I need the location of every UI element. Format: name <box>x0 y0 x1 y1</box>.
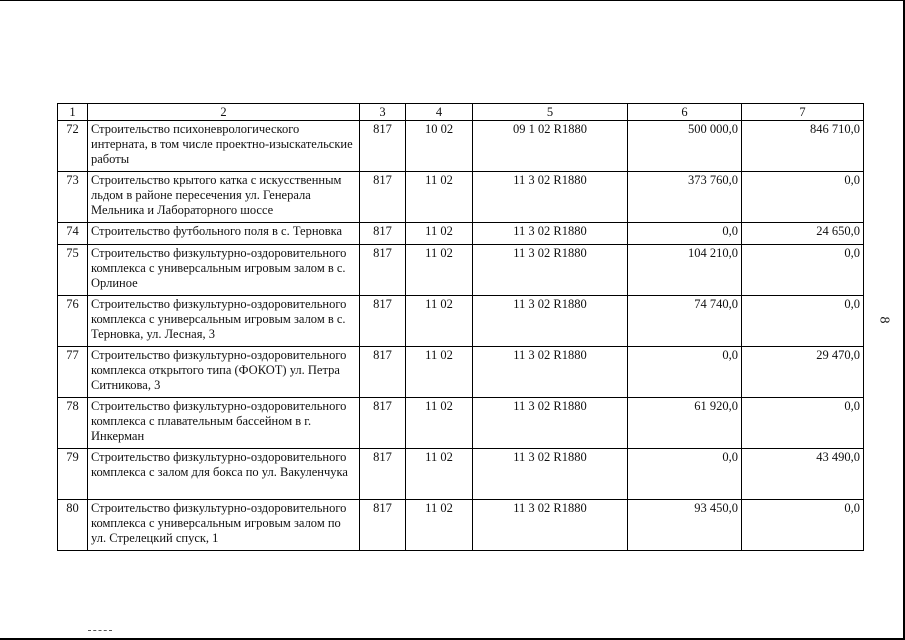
row-number: 80 <box>58 500 88 551</box>
header-col-4: 4 <box>406 104 473 121</box>
object-name: Строительство физкультурно-оздоровительного комплекса с универсальным игровым залом по ул. Стрелецкий спуск, 1 <box>88 500 360 551</box>
amount-col-7: 43 490,0 <box>742 449 864 500</box>
target-article-code: 11 3 02 R1880 <box>473 296 628 347</box>
department-code: 817 <box>360 172 406 223</box>
department-code: 817 <box>360 500 406 551</box>
amount-col-6: 74 740,0 <box>628 296 742 347</box>
top-rule <box>0 0 905 1</box>
object-name: Строительство физкультурно-оздоровительного комплекса с плавательным бассейном в г. Инкерман <box>88 398 360 449</box>
amount-col-6: 0,0 <box>628 347 742 398</box>
section-code: 11 02 <box>406 500 473 551</box>
row-number: 73 <box>58 172 88 223</box>
amount-col-7: 0,0 <box>742 245 864 296</box>
row-number: 77 <box>58 347 88 398</box>
table-row <box>58 172 864 223</box>
header-col-2: 2 <box>88 104 360 121</box>
amount-col-6: 373 760,0 <box>628 172 742 223</box>
object-name: Строительство физкультурно-оздоровительного комплекса с залом для бокса по ул. Вакуленчука <box>88 449 360 500</box>
object-name: Строительство крытого катка с искусственным льдом в районе пересечения ул. Генерала Мельника и Лабораторного шоссе <box>88 172 360 223</box>
amount-col-7: 24 650,0 <box>742 223 864 245</box>
section-code: 10 02 <box>406 121 473 172</box>
amount-col-7: 0,0 <box>742 296 864 347</box>
target-article-code: 11 3 02 R1880 <box>473 500 628 551</box>
department-code: 817 <box>360 245 406 296</box>
amount-col-7: 846 710,0 <box>742 121 864 172</box>
amount-col-6: 0,0 <box>628 449 742 500</box>
table-row <box>58 223 864 245</box>
section-code: 11 02 <box>406 245 473 296</box>
object-name: Строительство футбольного поля в с. Терновка <box>88 223 360 245</box>
amount-col-7: 0,0 <box>742 500 864 551</box>
object-name: Строительство физкультурно-оздоровительного комплекса с универсальным игровым залом в с. Терновка, ул. Лесная, 3 <box>88 296 360 347</box>
header-col-3: 3 <box>360 104 406 121</box>
section-code: 11 02 <box>406 347 473 398</box>
header-col-6: 6 <box>628 104 742 121</box>
amount-col-6: 104 210,0 <box>628 245 742 296</box>
department-code: 817 <box>360 223 406 245</box>
scan-mark <box>88 630 112 632</box>
row-number: 75 <box>58 245 88 296</box>
department-code: 817 <box>360 347 406 398</box>
row-number: 78 <box>58 398 88 449</box>
table-row <box>58 121 864 172</box>
row-number: 76 <box>58 296 88 347</box>
amount-col-7: 0,0 <box>742 398 864 449</box>
object-name: Строительство психоневрологического интерната, в том числе проектно-изыскательские работы <box>88 121 360 172</box>
target-article-code: 09 1 02 R1880 <box>473 121 628 172</box>
department-code: 817 <box>360 398 406 449</box>
target-article-code: 11 3 02 R1880 <box>473 223 628 245</box>
section-code: 11 02 <box>406 172 473 223</box>
row-number: 74 <box>58 223 88 245</box>
amount-col-6: 500 000,0 <box>628 121 742 172</box>
header-col-1: 1 <box>58 104 88 121</box>
target-article-code: 11 3 02 R1880 <box>473 172 628 223</box>
page-number: 8 <box>876 316 892 324</box>
table-row <box>58 500 864 551</box>
amount-col-6: 0,0 <box>628 223 742 245</box>
header-col-5: 5 <box>473 104 628 121</box>
amount-col-6: 61 920,0 <box>628 398 742 449</box>
section-code: 11 02 <box>406 296 473 347</box>
section-code: 11 02 <box>406 398 473 449</box>
department-code: 817 <box>360 449 406 500</box>
header-row <box>58 104 864 121</box>
object-name: Строительство физкультурно-оздоровительного комплекса открытого типа (ФОКОТ) ул. Петра Ситникова, 3 <box>88 347 360 398</box>
section-code: 11 02 <box>406 449 473 500</box>
department-code: 817 <box>360 296 406 347</box>
row-number: 72 <box>58 121 88 172</box>
target-article-code: 11 3 02 R1880 <box>473 245 628 296</box>
department-code: 817 <box>360 121 406 172</box>
budget-table <box>57 103 864 551</box>
section-code: 11 02 <box>406 223 473 245</box>
table-row <box>58 398 864 449</box>
amount-col-7: 29 470,0 <box>742 347 864 398</box>
object-name: Строительство физкультурно-оздоровительного комплекса с универсальным игровым залом в с. Орлиное <box>88 245 360 296</box>
amount-col-7: 0,0 <box>742 172 864 223</box>
table-row <box>58 449 864 500</box>
header-col-7: 7 <box>742 104 864 121</box>
row-number: 79 <box>58 449 88 500</box>
table-row <box>58 245 864 296</box>
target-article-code: 11 3 02 R1880 <box>473 398 628 449</box>
amount-col-6: 93 450,0 <box>628 500 742 551</box>
table-row <box>58 296 864 347</box>
target-article-code: 11 3 02 R1880 <box>473 347 628 398</box>
target-article-code: 11 3 02 R1880 <box>473 449 628 500</box>
table-row <box>58 347 864 398</box>
